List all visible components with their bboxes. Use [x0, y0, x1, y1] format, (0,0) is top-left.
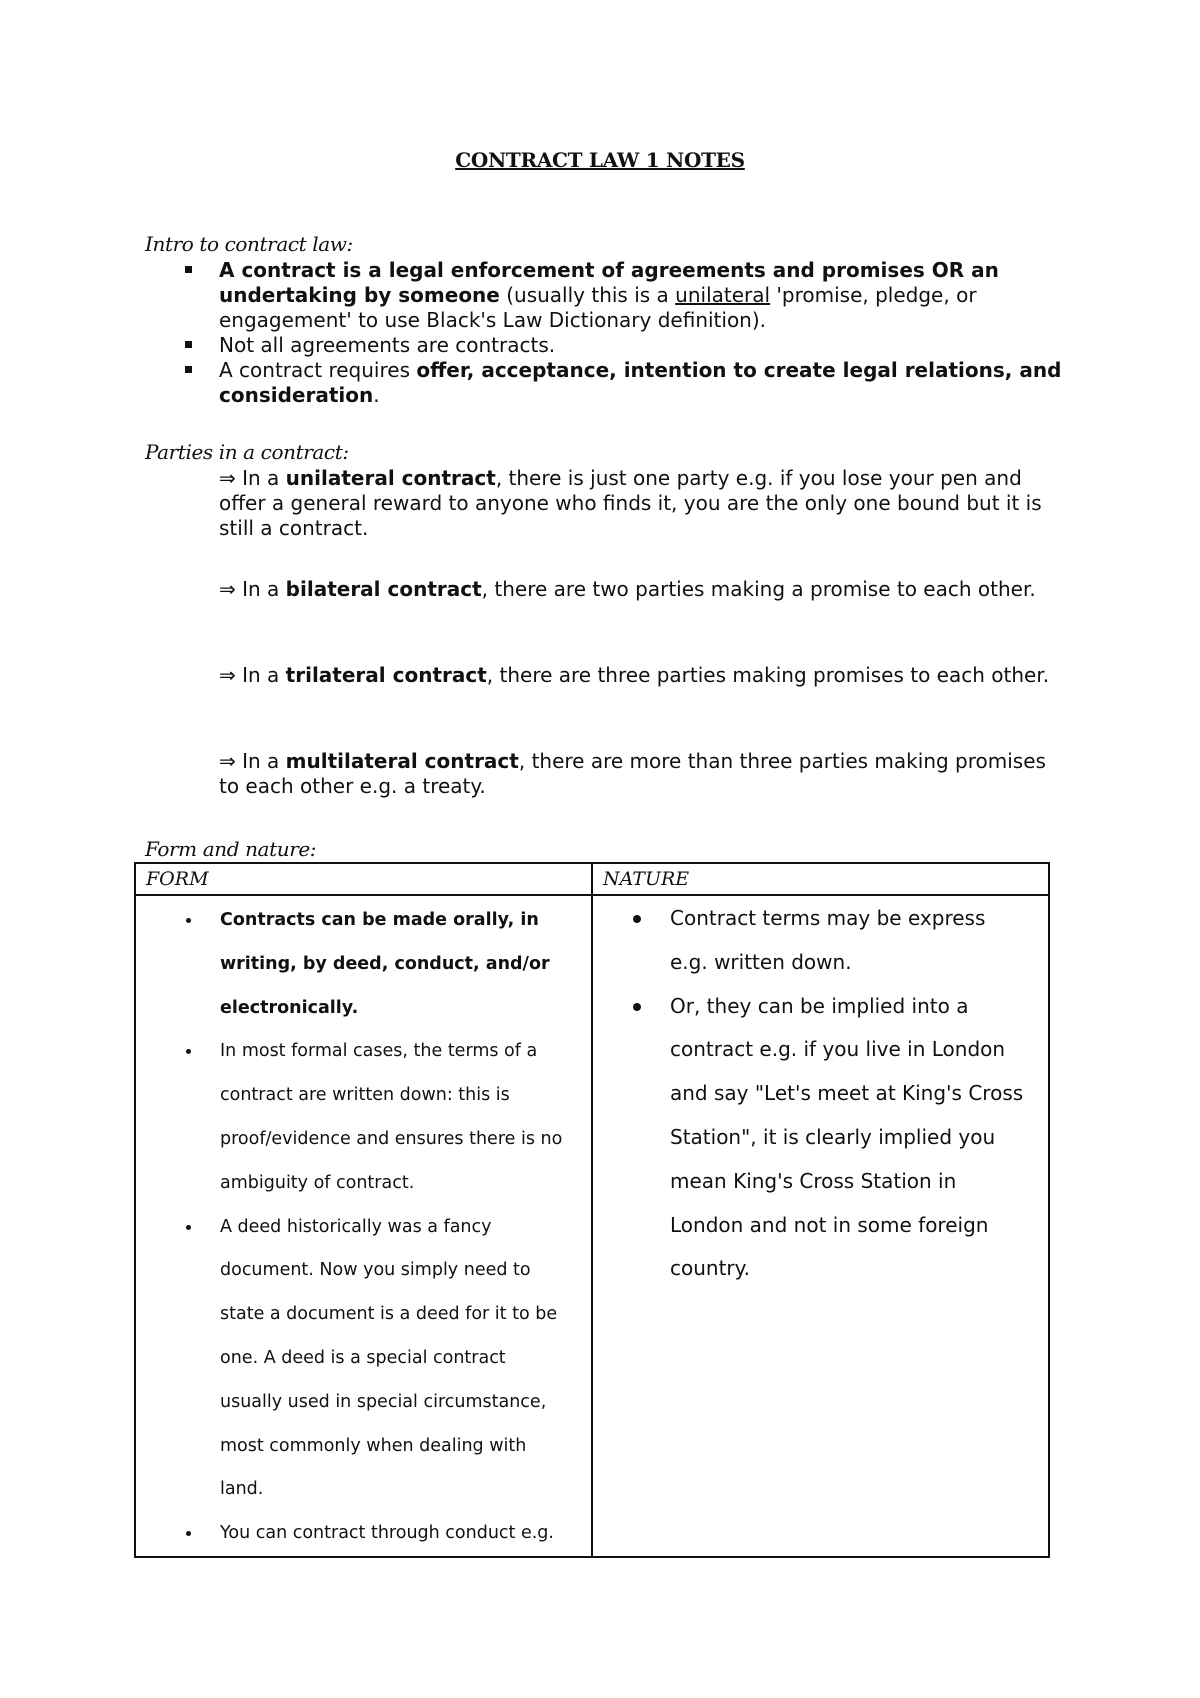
square-bullet-icon: [185, 266, 192, 273]
paragraph-text: , there is just one party e.g. if you lose your pen and offer a general reward to anyone who finds it, you are the only one bound but it is still a contract.: [219, 466, 1042, 540]
bullet-dot-icon: [186, 1531, 191, 1536]
nature-column-header: NATURE: [592, 863, 1049, 895]
arrow-prefix: ⇒ In a: [219, 749, 286, 773]
nature-list-item: [593, 897, 1048, 985]
term-bold: unilateral contract: [285, 466, 496, 490]
form-item-text: A deed historically was a fancy document. Now you simply need to state a document is a deed for it to be one. A deed is a special contract usually used in special circumstance, most commonly when dealing with land.: [220, 1216, 558, 1500]
bullet-text: Not all agreements are contracts.: [219, 333, 556, 357]
form-list-item: [136, 1206, 591, 1513]
intro-bullet-list: [145, 258, 1065, 408]
bullet-dot-icon: [186, 1225, 191, 1230]
nature-item-text: Contract terms may be express e.g. written down.: [670, 906, 986, 974]
paragraph-text: , there are three parties making promises to each other.: [486, 663, 1050, 687]
form-list-item: [136, 1030, 591, 1205]
bullet-bold-text: offer, acceptance, intention to create legal relations, and consideration: [219, 358, 1062, 407]
nature-item-text: Or, they can be implied into a contract e.g. if you live in London and say "Let's meet at King's Cross Station", it is clearly implied you mean King's Cross Station in London and not in some foreign country.: [670, 993, 1024, 1281]
form-list-item: [136, 899, 591, 1030]
nature-cell: [592, 895, 1049, 1557]
form-nature-heading: Form and nature:: [145, 837, 317, 861]
form-nature-table: [134, 862, 1050, 1558]
trilateral-paragraph: [145, 663, 1069, 688]
paragraph-text: , there are more than three parties making promises to each other e.g. a treaty.: [219, 749, 1046, 798]
paragraph-text: , there are two parties making a promise to each other.: [481, 577, 1036, 601]
arrow-prefix: ⇒ In a: [219, 663, 286, 687]
term-bold: bilateral contract: [285, 577, 482, 601]
bullet-text: A contract requires: [219, 358, 417, 382]
bilateral-paragraph: [145, 577, 1069, 602]
form-item-text: You can contract through conduct e.g.: [220, 1523, 554, 1544]
bullet-bold-text: A contract is a legal enforcement of agreements and promises OR an undertaking by someone: [219, 258, 999, 307]
bullet-text: .: [373, 383, 380, 407]
page-title: CONTRACT LAW 1 NOTES: [455, 148, 745, 172]
term-bold: multilateral contract: [285, 749, 519, 773]
bullet-text: 'promise, pledge, or engagement' to use Black's Law Dictionary definition).: [219, 283, 977, 332]
form-column-header: FORM: [135, 863, 592, 895]
parties-heading: Parties in a contract:: [145, 440, 349, 464]
square-bullet-icon: [185, 366, 192, 373]
bullet-dot-icon: [633, 915, 641, 923]
nature-list-item: [593, 985, 1048, 1292]
form-item-text: In most formal cases, the terms of a contract are written down: this is proof/evidence and ensures there is no ambiguity of contract.: [220, 1041, 563, 1193]
bullet-dot-icon: [633, 1003, 641, 1011]
square-bullet-icon: [185, 341, 192, 348]
multilateral-paragraph: [219, 749, 1069, 799]
arrow-prefix: ⇒ In a: [219, 577, 286, 601]
intro-bullet: [145, 358, 1065, 408]
unilateral-paragraph: [219, 466, 1069, 541]
form-list-item: [136, 1512, 591, 1556]
arrow-prefix: ⇒ In a: [219, 466, 286, 490]
term-bold: trilateral contract: [285, 663, 487, 687]
form-cell: [135, 895, 592, 1557]
intro-bullet: [145, 258, 1065, 333]
underlined-term: unilateral: [675, 283, 771, 307]
intro-heading: Intro to contract law:: [145, 232, 353, 256]
form-item-bold-text: Contracts can be made orally, in writing, by deed, conduct, and/or electronically.: [220, 910, 550, 1018]
bullet-text: (usually this is a: [499, 283, 676, 307]
bullet-dot-icon: [186, 1049, 191, 1054]
intro-bullet: [145, 333, 1065, 358]
bullet-dot-icon: [186, 918, 191, 923]
